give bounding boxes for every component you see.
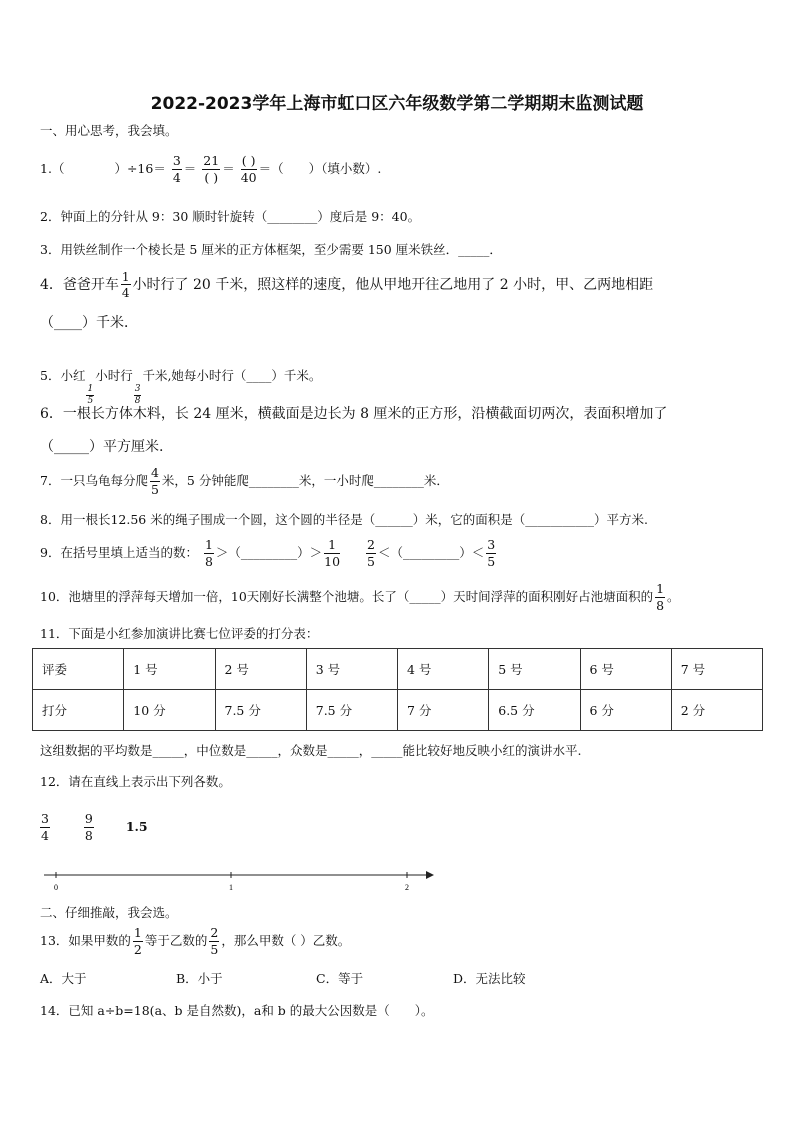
question-10: 10．池塘里的浮萍每天增加一倍，10天刚好长满整个池塘。长了（_____）天时间浮萍的面积刚好占池塘面积的 $\frac{1}{8}$ 。 [40, 581, 680, 613]
question-3: 3．用铁丝制作一个棱长是 5 厘米的正方体框架，至少需要 150 厘米铁丝．_____． [40, 242, 502, 257]
table-cell: 7 分 [398, 690, 489, 731]
question-11-followup: 这组数据的平均数是_____，中位数是_____，众数是_____，_____能比较好地反映小红的演讲水平. [40, 743, 582, 758]
fraction: $\frac{3}{8}$ [134, 384, 141, 406]
table-cell: 2 分 [671, 690, 762, 731]
score-table [32, 648, 763, 731]
table-row [33, 649, 763, 690]
question-6-line2: （_____）平方厘米. [40, 439, 164, 455]
table-cell: 6.5 分 [489, 690, 580, 731]
table-cell: 6 号 [580, 649, 671, 690]
fraction: $\frac{1}{10}$ [324, 537, 341, 569]
section-2-heading: 二、仔细推敲，我会选。 [40, 905, 178, 920]
option-a[interactable]: A．大于 [40, 971, 87, 986]
table-cell: 打分 [33, 690, 124, 731]
question-1: 1.（ ）÷16＝ $\frac{3}{4}$ ＝ $\frac{21}{( )}$ ＝ $\frac{( )}{40}$ ＝（ ）（填小数）. [40, 153, 382, 185]
question-13: 13．如果甲数的 $\frac{1}{2}$ 等于乙数的 $\frac{2}{5}$ ，那么甲数（ ）乙数。 [40, 925, 351, 957]
fraction: $\frac{3}{5}$ [487, 537, 496, 569]
table-cell: 7.5 分 [215, 690, 306, 731]
fraction: $\frac{2}{5}$ [367, 537, 375, 569]
table-cell: 7 号 [671, 649, 762, 690]
table-cell: 评委 [33, 649, 124, 690]
table-cell: 3 号 [306, 649, 397, 690]
question-4-line2: （____）千米． [40, 315, 138, 331]
question-4: 4．爸爸开车 $\frac{1}{4}$ 小时行了 20 千米，照这样的速度，他从甲地开往乙地用了 2 小时，甲、乙两地相距 [40, 270, 654, 300]
table-cell: 1 号 [124, 649, 215, 690]
fraction: $\frac{1}{2}$ [133, 925, 142, 957]
question-5: 5．小红 $\frac{1}{5}$ 小时行 $\frac{3}{8}$ 千米,她每小时行（____）千米。 [40, 368, 322, 406]
fraction: $\frac{4}{5}$ [150, 465, 159, 497]
question-8: 8．用一根长12.56 米的绳子围成一个圆，这个圆的半径是（______）米，它的面积是（___________）平方米. [40, 512, 648, 527]
fraction: $\frac{1}{5}$ [87, 384, 94, 406]
table-cell: 6 分 [580, 690, 671, 731]
table-row [33, 690, 763, 731]
fraction: $\frac{9}{8}$ [84, 811, 93, 843]
question-12: 12．请在直线上表示出下列各数。 [40, 774, 231, 789]
table-cell: 7.5 分 [306, 690, 397, 731]
option-b[interactable]: B．小于 [176, 971, 223, 986]
option-d[interactable]: D．无法比较 [453, 971, 526, 986]
fraction: $\frac{3}{4}$ [41, 811, 49, 843]
tick-label-1: 1 [229, 883, 233, 892]
question-7: 7．一只乌龟每分爬 $\frac{4}{5}$ 米，5 分钟能爬________米，一小时爬________米． [40, 465, 449, 497]
fraction: $\frac{1}{8}$ [656, 581, 665, 613]
fraction: $\frac{21}{( )}$ [203, 153, 220, 185]
question-6: 6．一根长方体木料，长 24 厘米，横截面是边长为 8 厘米的正方形，沿横截面切两次，表面积增加了 [40, 406, 668, 422]
question-12-values: $\frac{3}{4}$ $\frac{9}{8}$ 1.5 [41, 811, 148, 843]
question-9: 9．在括号里填上适当的数： $\frac{1}{8}$ ＞（_________）＞ $\frac{1}{10}$ $\frac{2}{5}$ ＜（_________）＜ $\frac{3}{5}$ [40, 537, 496, 569]
tick-label-2: 2 [405, 883, 409, 892]
fraction: $\frac{1}{8}$ [204, 537, 213, 569]
table-cell: 4 号 [398, 649, 489, 690]
fraction: $\frac{( )}{40}$ [240, 153, 257, 185]
number-line [40, 866, 440, 894]
table-cell: 10 分 [124, 690, 215, 731]
page-title: 2022-2023学年上海市虹口区六年级数学第二学期期末监测试题 [150, 94, 644, 114]
table-cell: 5 号 [489, 649, 580, 690]
option-c[interactable]: C．等于 [316, 971, 364, 986]
fraction: $\frac{2}{5}$ [210, 925, 219, 957]
question-2: 2．钟面上的分针从 9：30 顺时针旋转（________）度后是 9：40。 [40, 209, 421, 224]
tick-label-0: 0 [54, 883, 58, 892]
section-1-heading: 一、用心思考，我会填。 [40, 123, 178, 138]
question-11: 11．下面是小红参加演讲比赛七位评委的打分表： [40, 626, 319, 641]
fraction: $\frac{3}{4}$ [172, 153, 181, 185]
question-14: 14．已知 a÷b=18(a、b 是自然数)，a和 b 的最大公因数是（ ）。 [40, 1003, 434, 1018]
fraction: $\frac{1}{4}$ [121, 270, 130, 300]
table-cell: 2 号 [215, 649, 306, 690]
